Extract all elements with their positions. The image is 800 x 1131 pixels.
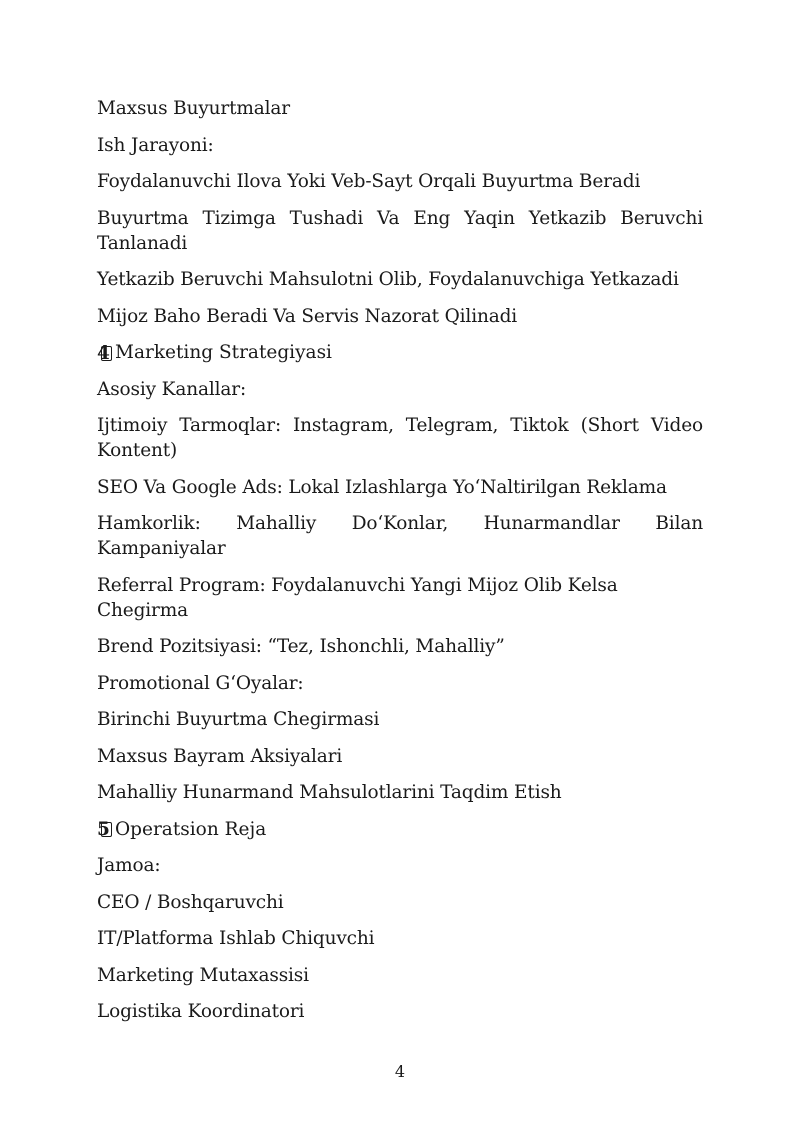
paragraph: Ijtimoiy Tarmoqlar: Instagram, Telegram, Tiktok (Short Video Kontent) [97,415,703,461]
paragraph: Logistika Koordinatori [97,1001,305,1022]
paragraph: Asosiy Kanallar: [97,378,247,400]
paragraph: Referral Program: Foydalanuvchi Yangi Mijoz Olib Kelsa Chegirma [97,574,618,621]
paragraph: IT/Platforma Ishlab Chiquvchi [97,928,375,949]
paragraph: Jamoa: [97,855,161,876]
paragraph: Ish Jarayoni: [97,134,214,156]
paragraph: Marketing Mutaxassisi [97,964,309,986]
paragraph: Mijoz Baho Beradi Va Servis Nazorat Qilinadi [97,305,518,327]
missing-glyph-box-icon [101,346,112,361]
paragraph: Foydalanuvchi Ilova Yoki Veb-Sayt Orqali Buyurtma Beradi [97,171,641,192]
section-title: Operatsion Reja [115,818,267,840]
section-number-glyph-icon [97,819,115,839]
document-body [97,96,703,1036]
paragraph: Maxsus Buyurtmalar [97,98,291,119]
section-title: Marketing Strategiyasi [115,342,332,363]
page-number: 4 [394,1062,406,1081]
paragraph: Promotional G‘Oyalar: [97,672,304,694]
missing-glyph-box-icon [101,822,112,837]
section-number: 4 [97,342,110,364]
paragraph: Buyurtma Tizimga Tushadi Va Eng Yaqin Yetkazib Beruvchi Tanlanadi [97,207,703,254]
paragraph: Maxsus Bayram Aksiyalari [97,745,343,767]
paragraph: CEO / Boshqaruvchi [97,891,284,913]
section-number-glyph-icon [97,343,115,363]
paragraph: Brend Pozitsiyasi: “Tez, Ishonchli, Mahalliy” [97,636,505,657]
paragraph: Mahalliy Hunarmand Mahsulotlarini Taqdim Etish [97,782,562,803]
paragraph: Birinchi Buyurtma Chegirmasi [97,709,380,730]
paragraph: SEO Va Google Ads: Lokal Izlashlarga Yo‘Naltirilgan Reklama [97,476,667,498]
section-heading [97,817,703,842]
paragraph: Yetkazib Beruvchi Mahsulotni Olib, Foydalanuvchiga Yetkazadi [97,269,679,290]
paragraph: Hamkorlik: Mahalliy Do‘Konlar, Hunarmandlar Bilan Kampaniyalar [97,513,703,559]
section-heading [97,340,703,365]
section-number: 5 [97,819,110,840]
